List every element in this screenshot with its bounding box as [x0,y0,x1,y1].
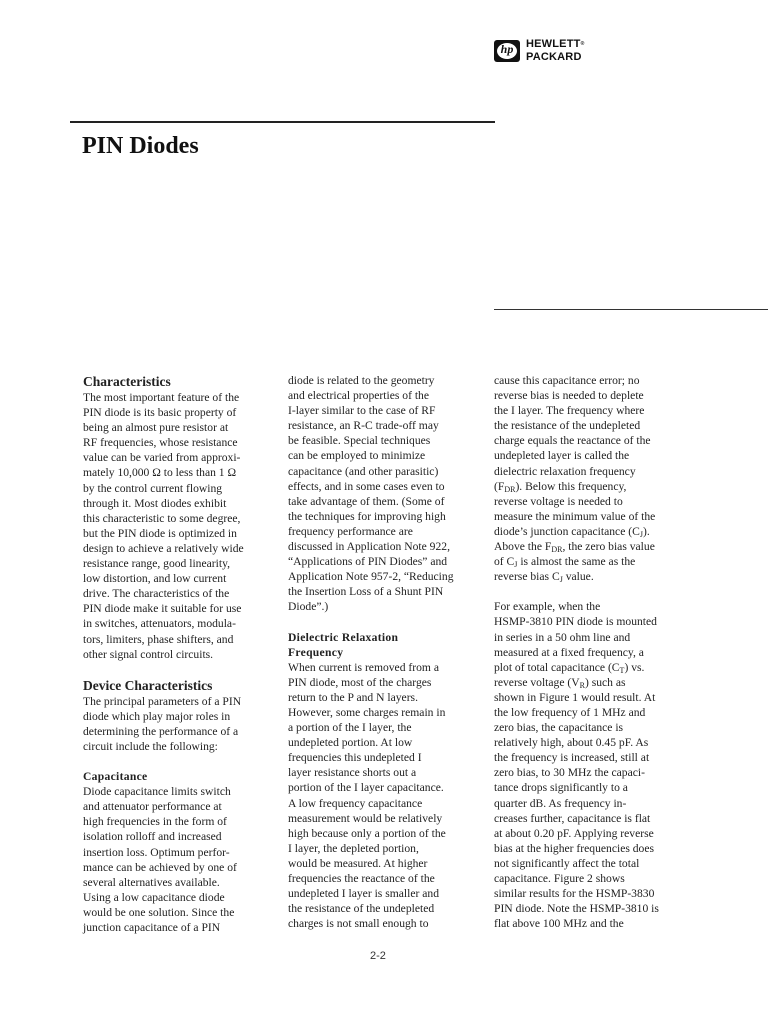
text-line: determining the performance of a [83,724,239,738]
text-line: undepleted I layer is smaller and [288,887,439,901]
text-line: PIN diode. Note the HSMP-3810 is [494,902,659,916]
text-line: drive. The characteristics of the [83,587,230,601]
text-line: tance drops significantly to a [494,781,628,795]
text-line: in switches, attenuators, modula- [83,617,236,631]
paragraph-dielectric-relaxation [288,660,484,932]
paragraph-device-characteristics [83,694,279,754]
text-line: discussed in Application Note 922, [288,540,450,554]
text-line: quarter dB. As frequency in- [494,796,627,810]
text-line: circuit include the following: [83,739,218,753]
text-line-above-fdr: Above the $F_{DR}$, the zero bias value [494,540,655,555]
text-line: by the control current flowing [83,481,223,495]
text-line-vr: reverse voltage $(V_R)$ such as [494,675,626,690]
text-line: would be one solution. Since the [83,905,235,919]
text-line: creases further, capacitance is flat [494,811,651,825]
text-line: take advantage of them. (Some of [288,494,445,508]
text-line: capacitance (and other parasitic) [288,464,439,478]
text-line: relatively high, about 0.45 pF. As [494,736,649,750]
text-line: tors, limiters, phase shifters, and [83,632,234,646]
text-line: measured at a fixed frequency, a [494,645,644,659]
heading-device-characteristics: Device Characteristics [83,677,213,693]
hp-logo-mark [494,40,520,62]
text-line: high frequencies in the form of [83,815,227,829]
column-3 [494,373,716,931]
text-line: However, some charges remain in [288,705,446,719]
text-line: I-layer similar to the case of RF [288,404,436,418]
text-line: reverse bias is needed to deplete [494,389,644,403]
text-line: Diode capacitance limits switch [83,785,231,799]
text-line: The principal parameters of a PIN [83,694,242,708]
text-line: diode is related to the geometry [288,374,435,387]
text-line: frequencies the reactance of the [288,872,435,885]
text-line: measure the minimum value of the [494,509,656,523]
text-line: resistance range, good linearity, [83,557,231,571]
text-line: would be measured. At higher [288,856,428,870]
text-line: through it. Most diodes exhibit [83,496,227,510]
text-line: shown in Figure 1 would result. At [494,690,656,704]
text-line: “Applications of PIN Diodes” and [288,555,448,569]
text-line: zero bias, to 30 MHz the capaci- [494,766,645,780]
text-line: value can be varied from approxi- [83,451,241,465]
text-line: at about 0.20 pF. Applying reverse [494,826,654,840]
text-line: the low frequency of 1 MHz and [494,705,646,719]
text-line: return to the P and N layers. [288,690,418,704]
text-line: high because only a portion of the [288,826,446,840]
logo-wordmark [526,38,584,63]
text-line: mance can be achieved by one of [83,860,237,874]
text-line: junction capacitance of a PIN [83,921,221,934]
text-line: a portion of the I layer, the [288,721,412,735]
text-line: being an almost pure resistor at [83,421,229,435]
text-line: the frequency is increased, still at [494,751,650,765]
text-line: PIN diode is its basic property of [83,406,237,420]
text-line: Application Note 957-2, “Reducing [288,570,454,584]
text-line: and electrical properties of the [288,389,429,403]
text-line: in series in a 50 ohm line and [494,630,631,644]
column-1 [83,373,279,935]
side-rule [494,309,768,310]
text-line: can be employed to minimize [288,449,426,463]
paragraph-capacitance [83,784,279,935]
text-line: RF frequencies, whose resistance [83,436,238,450]
text-line: isolation rolloff and increased [83,830,222,844]
text-line: the Insertion Loss of a Shunt PIN [288,585,444,599]
text-line: frequencies this undepleted I [288,751,422,765]
text-line: capacitance. Figure 2 shows [494,872,625,885]
text-line: layer resistance shorts out a [288,766,417,780]
text-line: portion of the I layer capacitance. [288,781,444,795]
logo-line-1: HEWLETT [526,38,581,50]
hp-logo-letters: hp [500,42,514,56]
text-line: the I layer. The frequency where [494,404,645,418]
subscript: T [619,665,625,675]
subscript: R [579,680,585,690]
text-line: diode which play major roles in [83,709,231,723]
text-line: I layer, the depleted portion, [288,841,419,855]
text-line: undepleted portion. At low [288,736,413,750]
text-line: low distortion, and low current [83,572,227,586]
text-line: be feasible. Special techniques [288,434,431,448]
text-line: measurement would be relatively [288,811,443,825]
subscript: J [514,560,518,570]
text-line: this characteristic to some degree, [83,511,241,525]
paragraph-geometry [288,373,484,615]
text-line: cause this capacitance error; no [494,374,640,387]
text-line: HSMP-3810 PIN diode is mounted [494,615,657,629]
text-line: resistance, an R-C trade-off may [288,419,439,433]
page-number: 2-2 [370,950,386,962]
text-line-ct: plot of total capacitance $(C_T)$ vs. [494,660,645,675]
text-line: flat above 100 MHz and the [494,917,624,931]
registered-mark: ® [580,41,585,47]
logo-line-2: PACKARD [526,50,582,63]
heading-characteristics: Characteristics [83,374,171,389]
text-line: but the PIN diode is optimized in [83,526,237,540]
heading-capacitance: Capacitance [83,770,148,784]
text-line: effects, and in some cases even to [288,479,445,493]
column-2 [288,373,484,931]
text-line: When current is removed from a [288,660,439,674]
heading-dielectric-relaxation: Dielectric Relaxation [288,630,399,644]
text-line: mately 10,000 Ω to less than 1 Ω [83,466,237,480]
subscript: DR [504,484,516,494]
page-title: PIN Diodes [82,133,199,159]
heading-frequency: Frequency [288,645,344,659]
text-line: and attenuator performance at [83,800,222,814]
text-line-cj: diode’s junction capacitance $(C_J)$. [494,524,650,539]
text-line: Diode”.) [288,600,329,614]
text-line: the techniques for improving high [288,509,446,523]
text-line: not significantly affect the total [494,856,640,870]
text-line: The most important feature of the [83,391,240,404]
subscript: DR [551,545,563,555]
text-line: PIN diode, most of the charges [288,675,432,689]
text-line: design to achieve a relatively wide [83,541,244,555]
paragraph-example [494,599,716,931]
text-line: dielectric relaxation frequency [494,464,636,478]
text-line: charges is not small enough to [288,917,429,931]
paragraph-relaxation-frequency [494,373,716,584]
text-line: other signal control circuits. [83,647,214,661]
text-line: reverse voltage is needed to [494,494,623,508]
text-line: the resistance of the undepleted [288,902,435,916]
text-line: PIN diode make it suitable for use [83,602,242,616]
text-line: zero bias, the capacitance is [494,721,624,735]
text-line: the resistance of the undepleted [494,419,641,433]
text-line: A low frequency capacitance [288,796,423,810]
text-line: For example, when the [494,600,601,614]
text-line: charge equals the reactance of the [494,434,651,448]
text-line: insertion loss. Optimum perfor- [83,845,230,859]
text-line: frequency performance are [288,524,413,538]
paragraph-characteristics [83,390,279,662]
top-rule [70,121,495,123]
text-line: Using a low capacitance diode [83,890,225,904]
text-line-reverse-cj: reverse bias $C_J$ value. [494,570,594,585]
subscript: J [639,529,643,539]
text-line: bias at the higher frequencies does [494,841,654,855]
text-line: similar results for the HSMP-3830 [494,887,655,901]
text-line: undepleted layer is called the [494,449,630,463]
text-line-fdr: $(F_{DR})$. Below this frequency, [494,479,627,494]
hewlett-packard-logo [494,38,614,66]
subscript: J [559,575,563,585]
text-line-of-cj: of $C_J$ is almost the same as the [494,555,636,570]
text-line: several alternatives available. [83,875,220,889]
